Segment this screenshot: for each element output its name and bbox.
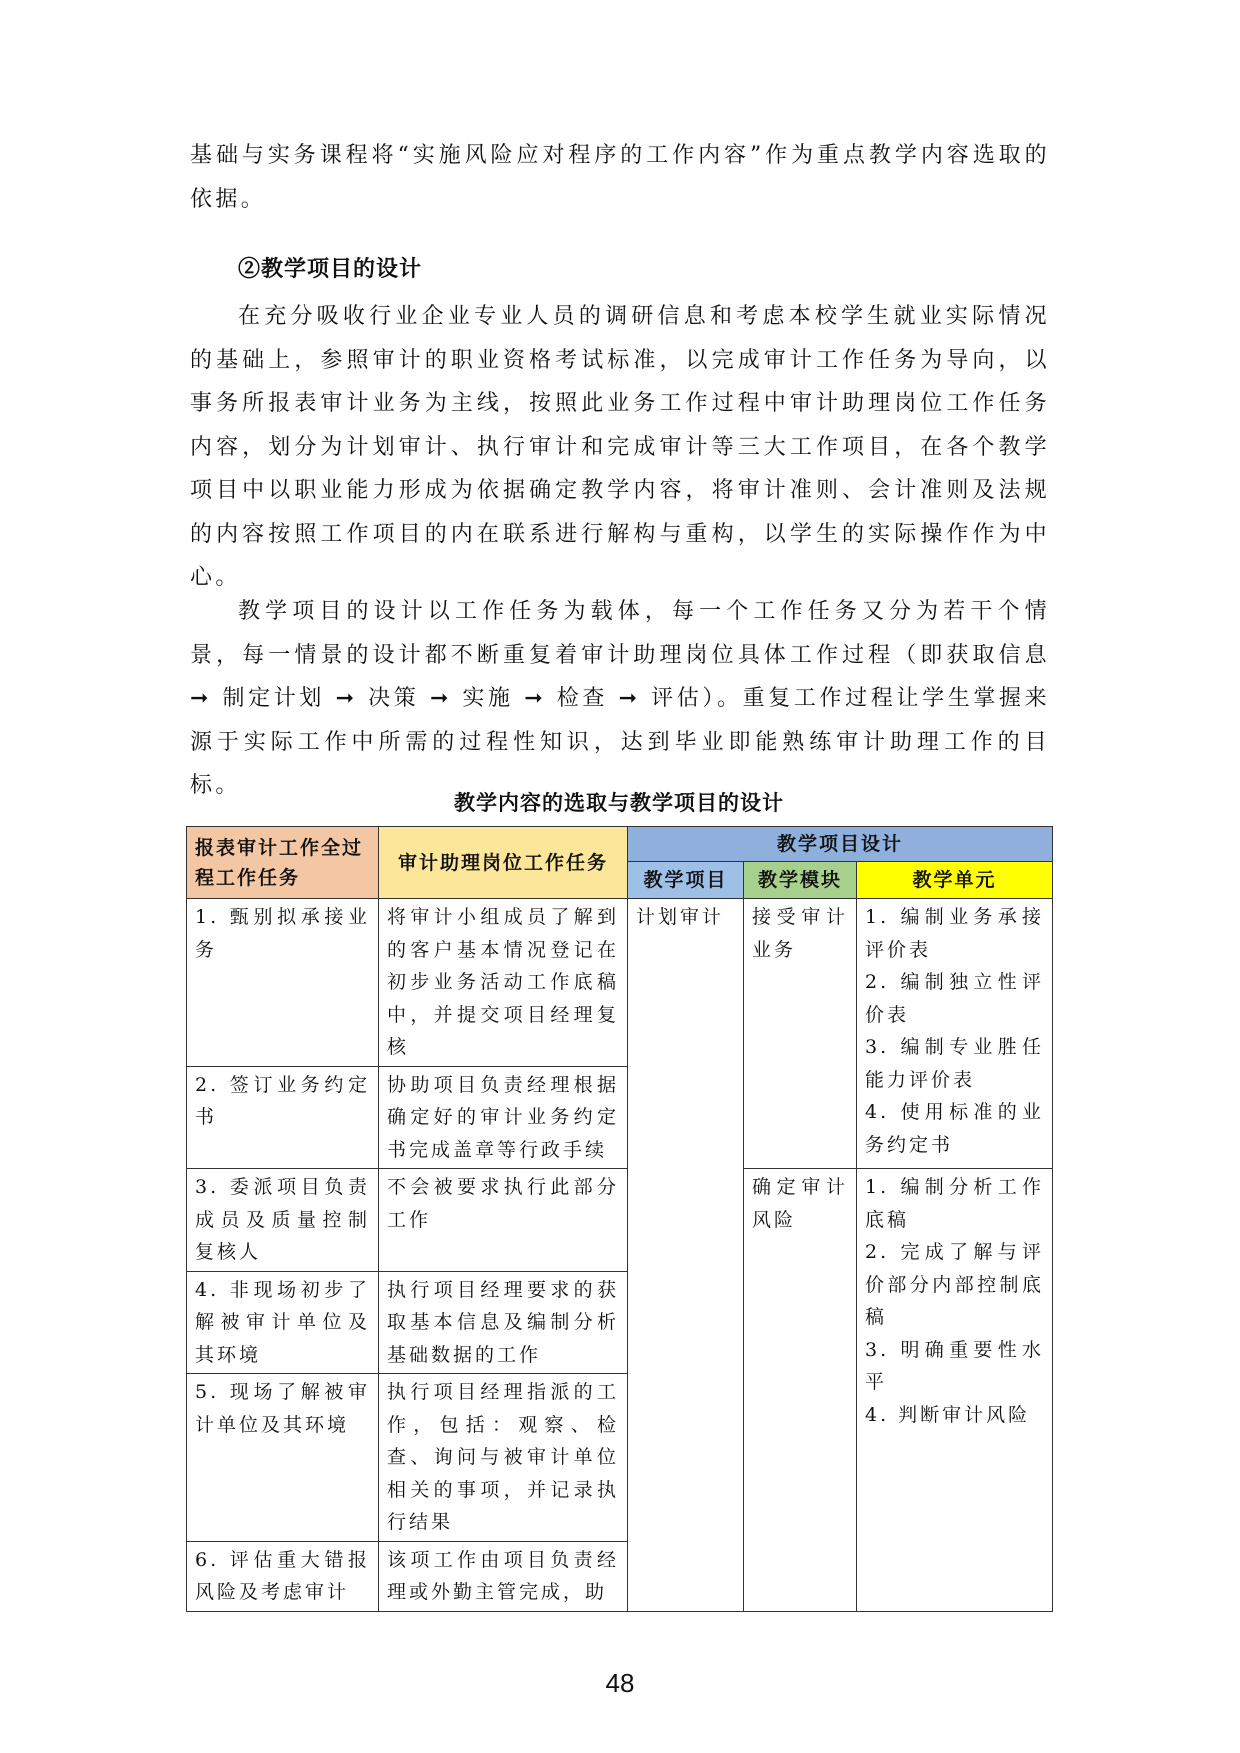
teaching-design-table <box>186 826 1053 1612</box>
subheading: ②教学项目的设计 <box>238 256 423 282</box>
unit-item: 2. 编制独立性评价表 <box>865 971 1044 1026</box>
module-cell: 接受审计业务 <box>744 899 857 1169</box>
paragraph-1: 在充分吸收行业企业专业人员的调研信息和考虑本校学生就业实际情况的基础上，参照审计的职业资格考试标准，以完成审计工作任务为导向，以事务所报表审计业务为主线，按照此业务工作过程中审计助理岗位工作任务内容，划分为计划审计、执行审计和完成审计等三大工作项目，在各个教学项目中以职业能力形成为依据确定教学内容，将审计准则、会计准则及法规的内容按照工作项目的内在联系进行解构与重构，以学生的实际操作作为中心。 <box>190 304 1050 590</box>
duty-cell: 协助项目负责经理根据确定好的审计业务约定书完成盖章等行政手续 <box>379 1066 628 1169</box>
paragraph-2: 教学项目的设计以工作任务为载体，每一个工作任务又分为若干个情景，每一情景的设计都不断重复着审计助理岗位具体工作过程（即获取信息 ➞ 制定计划 ➞ 决策 ➞ 实施 ➞ 检查 ➞ 评估）。重复工作过程让学生掌握来源于实际工作中所需的过程性知识，达到毕业即能熟练审计助理工作的目标。 <box>190 599 1050 798</box>
unit-item: 3. 明确重要性水平 <box>865 1338 1044 1393</box>
table-row <box>187 899 1053 1067</box>
task-cell: 4. 非现场初步了解被审计单位及其环境 <box>187 1271 379 1374</box>
unit-item: 2. 完成了解与评价部分内部控制底稿 <box>865 1241 1044 1328</box>
table-caption: 教学内容的选取与教学项目的设计 <box>454 790 784 815</box>
unit-item: 4. 使用标准的业务约定书 <box>865 1101 1044 1156</box>
top-paragraph: 基础与实务课程将“实施风险应对程序的工作内容”作为重点教学内容选取的依据。 <box>190 143 1050 212</box>
unit-item: 1. 编制分析工作底稿 <box>865 1176 1044 1231</box>
header-project: 教学项目 <box>628 862 744 899</box>
duty-cell: 执行项目经理指派的工作，包括：观察、检查、询问与被审计单位相关的事项，并记录执行结果 <box>379 1374 628 1542</box>
task-cell: 3. 委派项目负责成员及质量控制复核人 <box>187 1169 379 1272</box>
unit-cell <box>857 899 1053 1169</box>
header-unit: 教学单元 <box>857 862 1053 899</box>
unit-item: 4. 判断审计风险 <box>865 1403 1031 1426</box>
unit-item: 3. 编制专业胜任能力评价表 <box>865 1036 1044 1091</box>
task-cell: 2. 签订业务约定书 <box>187 1066 379 1169</box>
page-number: 48 <box>605 1668 635 1698</box>
table-row <box>187 1169 1053 1272</box>
unit-cell <box>857 1169 1053 1612</box>
unit-item: 1. 编制业务承接评价表 <box>865 906 1044 961</box>
duty-cell: 执行项目经理要求的获取基本信息及编制分析基础数据的工作 <box>379 1271 628 1374</box>
project-cell: 计划审计 <box>628 899 744 1612</box>
header-audit-task: 报表审计工作全过程工作任务 <box>187 827 379 899</box>
task-cell: 1. 甄别拟承接业务 <box>187 899 379 1067</box>
duty-cell: 不会被要求执行此部分工作 <box>379 1169 628 1272</box>
duty-cell: 将审计小组成员了解到的客户基本情况登记在初步业务活动工作底稿中，并提交项目经理复核 <box>379 899 628 1067</box>
task-cell: 5. 现场了解被审计单位及其环境 <box>187 1374 379 1542</box>
task-cell: 6. 评估重大错报风险及考虑审计 <box>187 1541 379 1611</box>
header-assistant-duty: 审计助理岗位工作任务 <box>379 827 628 899</box>
module-cell: 确定审计风险 <box>744 1169 857 1612</box>
header-teaching-design: 教学项目设计 <box>628 827 1053 862</box>
duty-cell: 该项工作由项目负责经理或外勤主管完成，助 <box>379 1541 628 1611</box>
header-module: 教学模块 <box>744 862 857 899</box>
